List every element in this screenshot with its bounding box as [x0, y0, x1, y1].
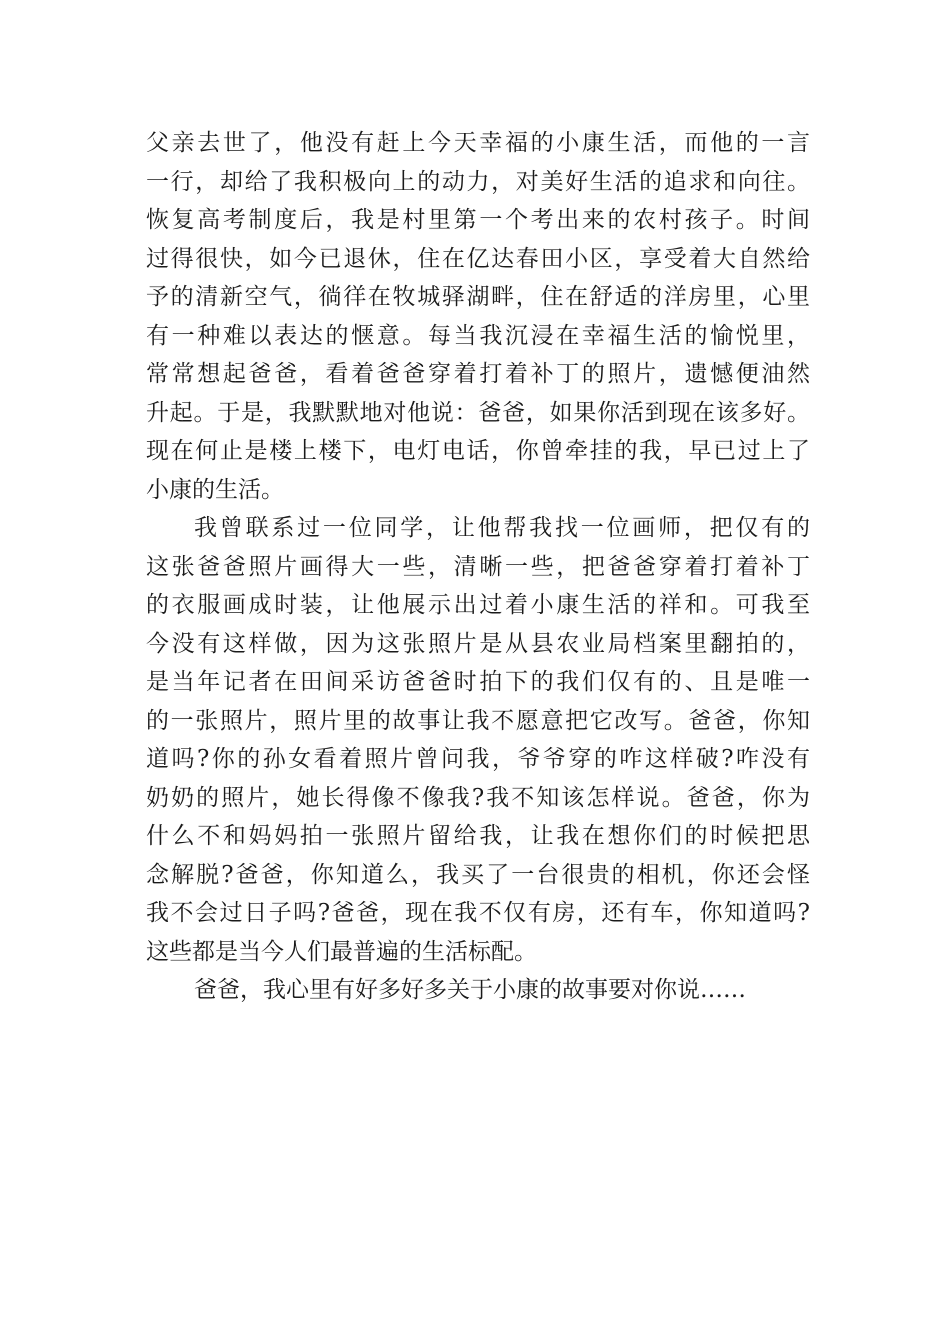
body-text	[146, 124, 810, 1010]
text-line: 奶奶的照片，她长得像不像我?我不知该怎样说。爸爸，你为	[146, 784, 810, 811]
text-line: 小康的生活。	[146, 476, 284, 503]
text-line: 我不会过日子吗?爸爸，现在我不仅有房，还有车，你知道吗?	[146, 900, 810, 926]
text-line: 父亲去世了，他没有赶上今天幸福的小康生活，而他的一言	[146, 130, 810, 156]
text-line: 什么不和妈妈拍一张照片留给我，让我在想你们的时候把思	[146, 823, 810, 849]
text-line: 今没有这样做，因为这张照片是从县农业局档案里翻拍的，	[146, 630, 810, 657]
text-line: 恢复高考制度后，我是村里第一个考出来的农村孩子。时间	[146, 207, 810, 233]
text-line: 的一张照片，照片里的故事让我不愿意把它改写。爸爸，你知	[146, 707, 810, 734]
text-line: 的衣服画成时装，让他展示出过着小康生活的祥和。可我至	[146, 592, 810, 618]
text-line: 常常想起爸爸，看着爸爸穿着打着补丁的照片，遗憾便油然	[146, 361, 810, 387]
text-line: 我曾联系过一位同学，让他帮我找一位画师，把仅有的	[194, 515, 810, 541]
text-line: 现在何止是楼上楼下，电灯电话，你曾牵挂的我，早已过上了	[146, 438, 810, 464]
text-line: 升起。于是，我默默地对他说：爸爸，如果你活到现在该多好。	[146, 399, 810, 426]
paragraph-1	[146, 124, 810, 509]
text-line: 道吗?你的孙女看着照片曾问我，爷爷穿的咋这样破?咋没有	[146, 746, 810, 772]
paragraph-2	[146, 509, 810, 971]
text-line: 这些都是当今人们最普遍的生活标配。	[146, 938, 537, 965]
text-line: 一行，却给了我积极向上的动力，对美好生活的追求和向往。	[146, 168, 810, 195]
text-line: 念解脱?爸爸，你知道么，我买了一台很贵的相机，你还会怪	[146, 861, 810, 888]
paragraph-3	[146, 971, 810, 1010]
text-line: 过得很快，如今已退休，住在亿达春田小区，享受着大自然给	[146, 245, 810, 272]
text-line: 这张爸爸照片画得大一些，清晰一些，把爸爸穿着打着补丁	[146, 553, 810, 580]
text-line: 是当年记者在田间采访爸爸时拍下的我们仅有的、且是唯一	[146, 669, 810, 695]
text-line: 有一种难以表达的惬意。每当我沉浸在幸福生活的愉悦里，	[146, 322, 810, 349]
text-line: 爸爸，我心里有好多好多关于小康的故事要对你说……	[194, 977, 746, 1003]
text-line: 予的清新空气，徜徉在牧城驿湖畔，住在舒适的洋房里，心里	[146, 284, 810, 310]
